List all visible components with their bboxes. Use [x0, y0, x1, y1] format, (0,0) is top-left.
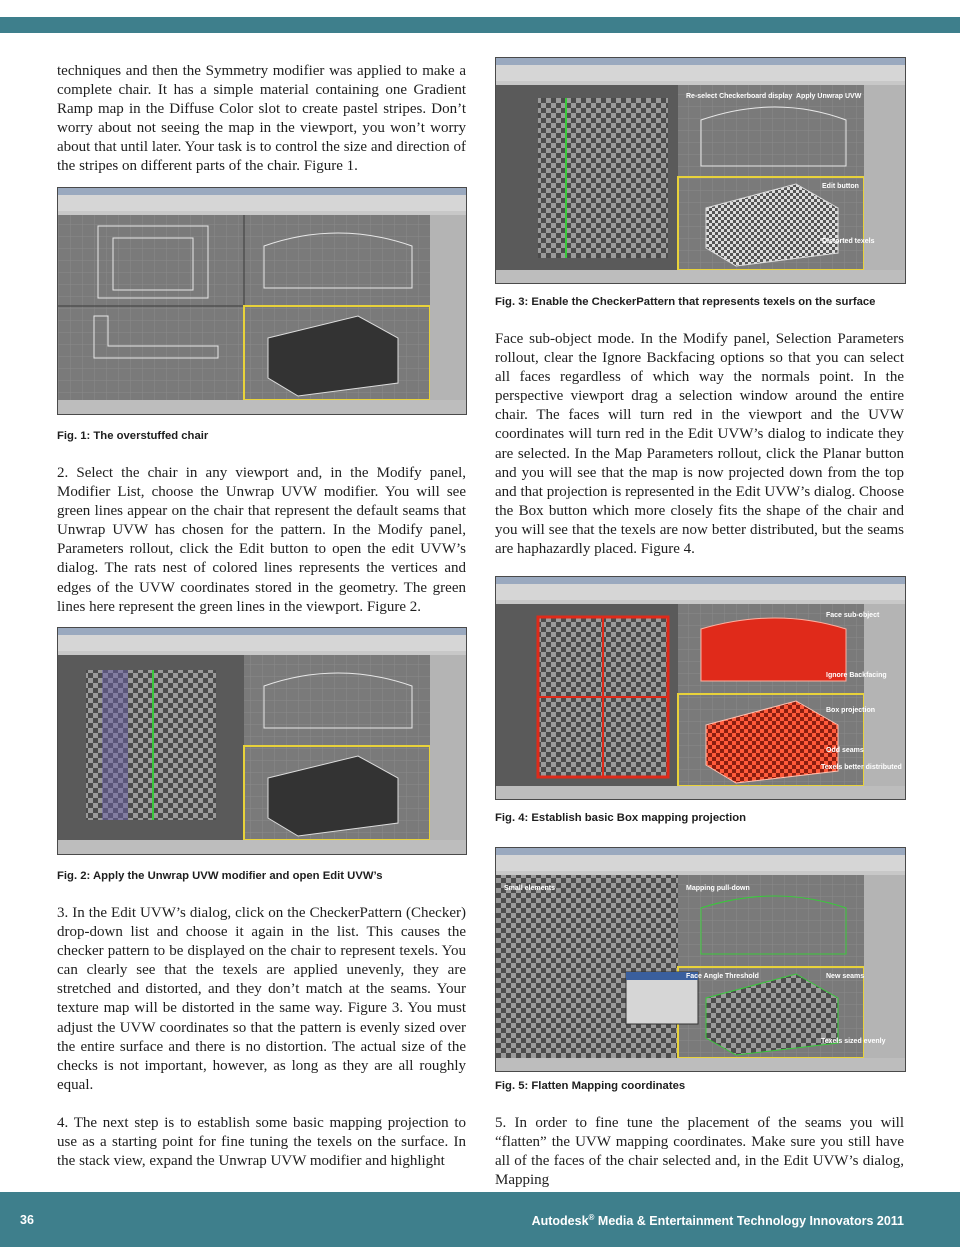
fig5-label-new-seams: New seams — [826, 973, 865, 980]
fig5-label-small-elements: Small elements — [504, 885, 555, 892]
fig5-label-mapping-pulldown: Mapping pull-down — [686, 885, 750, 892]
fig3-label-distorted-texels: Distorted texels — [822, 238, 875, 245]
fig4-label-texels-distributed: Texels better distributed — [821, 764, 902, 771]
publication-title: Autodesk® Media & Entertainment Technology Innovators 2011 — [531, 1213, 904, 1229]
paragraph-step-4: 4. The next step is to establish some basic mapping projection to use as a starting point for fine tuning the texels on the surface. In the stack view, expand the Unwrap UVW modifier and highlight — [57, 1115, 466, 1170]
figure-3-caption: Fig. 3: Enable the CheckerPattern that represents texels on the surface — [495, 296, 876, 308]
figure-2-screenshot — [57, 627, 467, 855]
fig5-label-texels-sized: Texels sized evenly — [821, 1038, 886, 1045]
page-footer — [0, 1192, 960, 1247]
figure-1-screenshot — [57, 187, 467, 415]
page-number: 36 — [20, 1213, 34, 1227]
figure-3-screenshot — [495, 57, 906, 284]
fig5-label-face-angle: Face Angle Threshold — [686, 973, 759, 980]
figure-2-caption: Fig. 2: Apply the Unwrap UVW modifier and open Edit UVW’s — [57, 870, 383, 882]
fig4-label-ignore-backfacing: Ignore Backfacing — [826, 672, 887, 679]
paragraph-step-2: 2. Select the chair in any viewport and, in the Modify panel, Modifier List, choose the Unwrap UVW modifier. You will see green lines appear on the chair that represent the default seams that Unwrap UVW has chosen for the pattern. In the Modify panel, Parameters rollout, click the Edit button to open the edit UVW’s dialog. The rats nest of colored lines represents the vertices and edges of the UVW coordinates stored in the geometry. The green lines here represent the green lines in the viewport. Figure 2. — [57, 465, 466, 615]
fig3-label-apply-unwrap: Apply Unwrap UVW — [796, 93, 862, 100]
top-accent-bar — [0, 17, 960, 33]
fig4-label-box-projection: Box projection — [826, 707, 876, 714]
figure-4-caption: Fig. 4: Establish basic Box mapping projection — [495, 812, 747, 824]
fig3-label-edit-button: Edit button — [822, 183, 859, 190]
fig4-label-odd-seams: Odd seams — [826, 747, 864, 754]
paragraph-step-4-continued: Face sub-object mode. In the Modify panel, Selection Parameters rollout, clear the Ignore Backfacing options so that you can select all faces regardless of which way the normals point. In the perspective viewport drag a selection window around the entire chair. The faces will turn red in the viewport and the UVW coordinates will turn red in the Edit UVW’s dialog to indicate they are selected. In the Map Parameters rollout, click the Planar button and you will see that the map is now projected down from the top and that projection is represented in the Edit UVW’s dialog. Choose the Box button which more closely fits the shape of the chair and you will see that the texels are now better distributed, but the seams are haphazardly placed. Figure 4. — [495, 331, 904, 558]
fig3-label-reselect-checkerboard: Re-select Checkerboard display — [686, 93, 793, 100]
paragraph-intro: techniques and then the Symmetry modifier was applied to make a complete chair. It has a simple material containing one Gradient Ramp map in the Diffuse Color slot to create pastel stripes. Don’t worry about not seeing the map in the viewport, you won’t worry about that until later. Your task is to control the size and direction of the stripes on different parts of the chair. Figure 1. — [57, 63, 466, 175]
paragraph-step-3: 3. In the Edit UVW’s dialog, click on the CheckerPattern (Checker) drop-down list and choose it again in the list. This causes the checker pattern to be displayed on the chair to represent texels. You can clearly see that the texels are applied unevenly, they are stretched and distorted, and they don’t match at the seams. Your texture map will be distorted in the same way. Figure 3. You must adjust the UVW coordinates so that the pattern is evenly sized over the entire surface and there is no distortion. The actual size of the checks is not important, however, as long as they are all roughly equal. — [57, 905, 466, 1093]
figure-1-caption: Fig. 1: The overstuffed chair — [57, 430, 209, 442]
figure-5-caption: Fig. 5: Flatten Mapping coordinates — [495, 1080, 686, 1092]
figure-4-screenshot — [495, 576, 906, 800]
paragraph-step-5: 5. In order to fine tune the placement of the seams you will “flatten” the UVW mapping coordinates. Make sure you still have all of the faces of the chair selected and, in the Edit UVW’s dialog, Mapping — [495, 1115, 904, 1189]
figure-5-screenshot — [495, 847, 906, 1072]
fig4-label-face-subobject: Face sub-object — [826, 612, 880, 619]
